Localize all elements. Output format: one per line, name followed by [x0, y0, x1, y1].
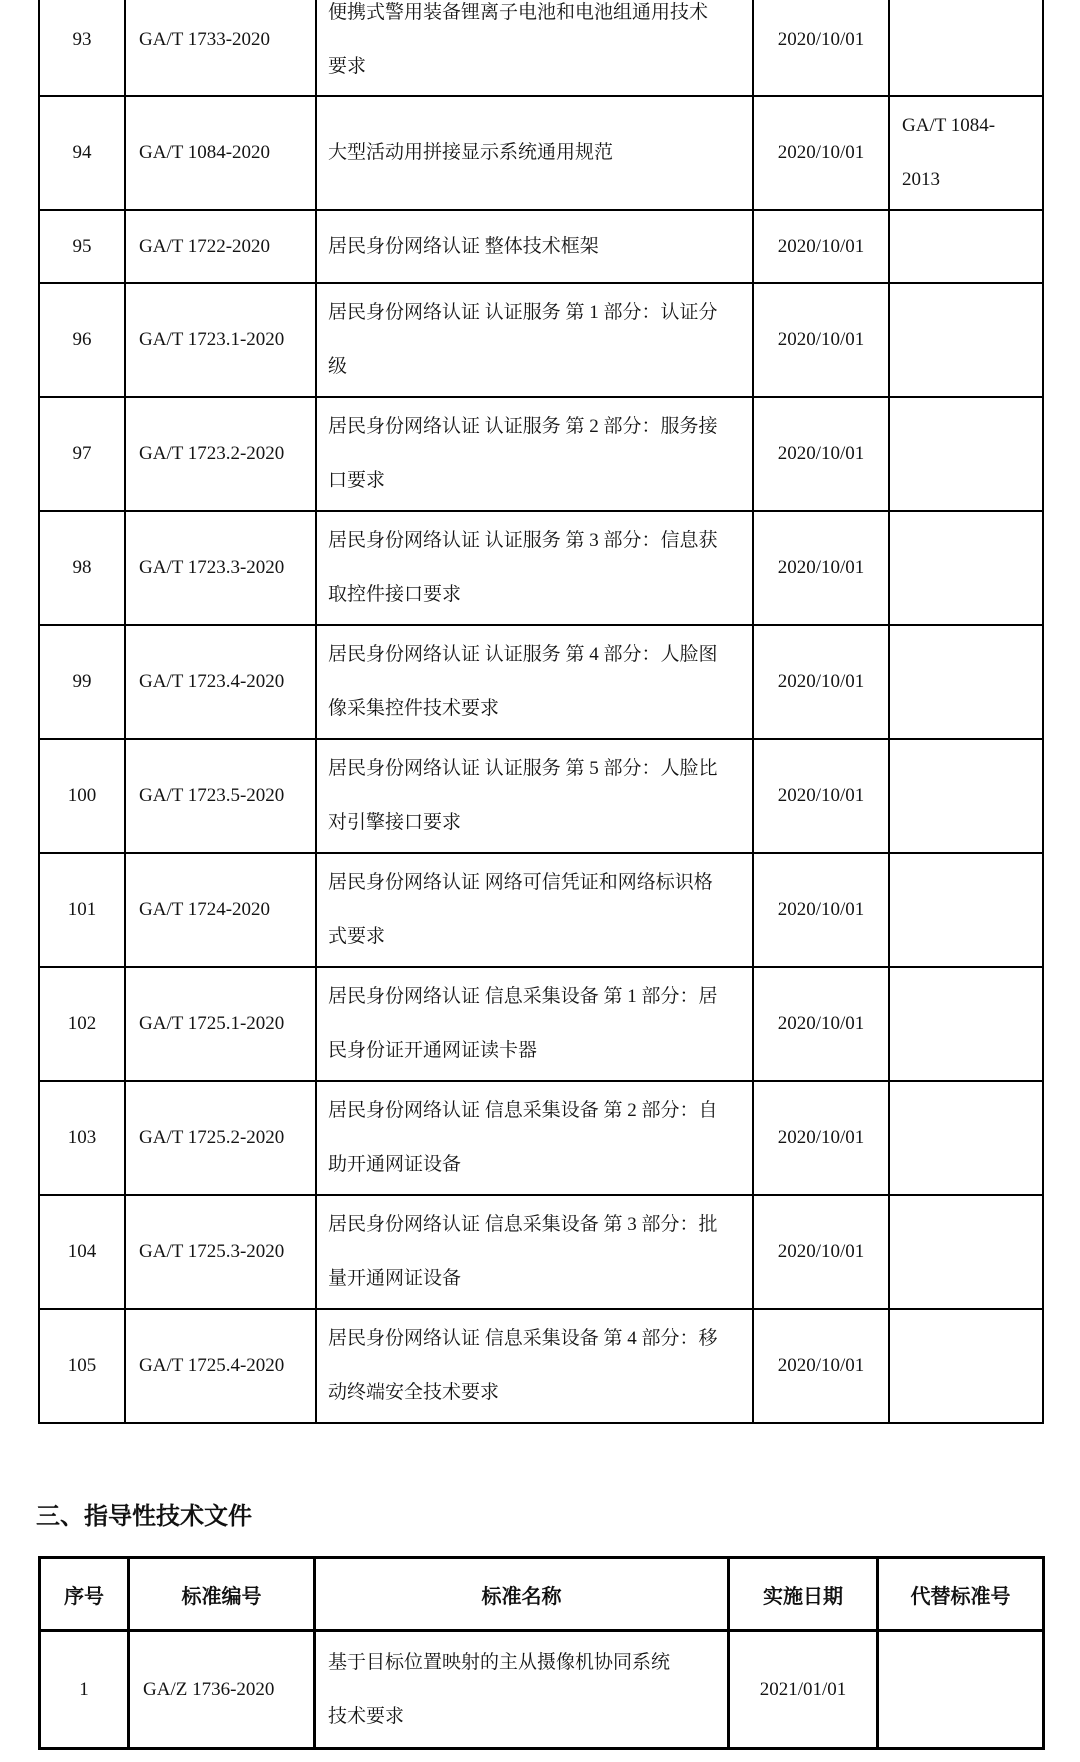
table-row: [39, 511, 1043, 625]
cell-implementation-date: 2020/10/01: [753, 96, 889, 210]
cell-implementation-date: 2020/10/01: [753, 1195, 889, 1309]
cell-standard-name: 居民身份网络认证 网络可信凭证和网络标识格式要求: [316, 853, 753, 967]
cell-standard-name: 居民身份网络认证 认证服务 第 2 部分：服务接口要求: [316, 397, 753, 511]
cell-standard-code: GA/T 1723.4-2020: [125, 625, 316, 739]
cell-standard-name: 基于目标位置映射的主从摄像机协同系统技术要求: [315, 1631, 729, 1749]
cell-serial-number: 93: [39, 0, 125, 96]
cell-replaced-standard: [889, 0, 1043, 96]
cell-implementation-date: 2020/10/01: [753, 511, 889, 625]
header-serial-number: 序号: [40, 1558, 129, 1631]
cell-standard-name: 居民身份网络认证 信息采集设备 第 2 部分：自助开通网证设备: [316, 1081, 753, 1195]
cell-implementation-date: 2020/10/01: [753, 283, 889, 397]
cell-replaced-standard: [878, 1631, 1044, 1749]
table-row: [39, 283, 1043, 397]
cell-standard-code: GA/T 1084-2020: [125, 96, 316, 210]
standards-table-body: [39, 0, 1043, 1423]
cell-serial-number: 101: [39, 853, 125, 967]
cell-replaced-standard: [889, 967, 1043, 1081]
cell-standard-name: 居民身份网络认证 认证服务 第 1 部分：认证分级: [316, 283, 753, 397]
cell-standard-code: GA/Z 1736-2020: [129, 1631, 315, 1749]
cell-standard-code: GA/T 1725.3-2020: [125, 1195, 316, 1309]
cell-standard-code: GA/T 1724-2020: [125, 853, 316, 967]
table-row: [39, 1309, 1043, 1423]
cell-standard-code: GA/T 1723.3-2020: [125, 511, 316, 625]
cell-replaced-standard: [889, 739, 1043, 853]
cell-replaced-standard: [889, 511, 1043, 625]
cell-standard-name: 大型活动用拼接显示系统通用规范: [316, 96, 753, 210]
standards-table: [38, 0, 1044, 1424]
table-row: [39, 739, 1043, 853]
table-row: [39, 0, 1043, 96]
cell-standard-name: 居民身份网络认证 信息采集设备 第 1 部分：居民身份证开通网证读卡器: [316, 967, 753, 1081]
cell-implementation-date: 2020/10/01: [753, 967, 889, 1081]
header-standard-name: 标准名称: [315, 1558, 729, 1631]
cell-standard-code: GA/T 1723.1-2020: [125, 283, 316, 397]
cell-serial-number: 95: [39, 210, 125, 283]
table-row: [40, 1631, 1044, 1749]
guiding-documents-table: [38, 1556, 1045, 1750]
cell-implementation-date: 2021/01/01: [729, 1631, 878, 1749]
cell-standard-code: GA/T 1733-2020: [125, 0, 316, 96]
table-row: [39, 1081, 1043, 1195]
cell-replaced-standard: [889, 853, 1043, 967]
header-standard-code: 标准编号: [129, 1558, 315, 1631]
cell-replaced-standard: GA/T 1084-2013: [889, 96, 1043, 210]
table-row: [39, 967, 1043, 1081]
table-row: [39, 96, 1043, 210]
table-row: [39, 625, 1043, 739]
cell-serial-number: 1: [40, 1631, 129, 1749]
cell-implementation-date: 2020/10/01: [753, 1309, 889, 1423]
cell-serial-number: 105: [39, 1309, 125, 1423]
cell-serial-number: 104: [39, 1195, 125, 1309]
cell-implementation-date: 2020/10/01: [753, 625, 889, 739]
cell-replaced-standard: [889, 283, 1043, 397]
cell-serial-number: 99: [39, 625, 125, 739]
table-row: [39, 210, 1043, 283]
cell-serial-number: 98: [39, 511, 125, 625]
cell-serial-number: 96: [39, 283, 125, 397]
cell-standard-code: GA/T 1725.4-2020: [125, 1309, 316, 1423]
cell-serial-number: 102: [39, 967, 125, 1081]
cell-implementation-date: 2020/10/01: [753, 1081, 889, 1195]
cell-replaced-standard: [889, 1081, 1043, 1195]
cell-serial-number: 94: [39, 96, 125, 210]
header-implementation-date: 实施日期: [729, 1558, 878, 1631]
cell-standard-code: GA/T 1723.2-2020: [125, 397, 316, 511]
cell-replaced-standard: [889, 1309, 1043, 1423]
standards-table-clip: [38, 0, 1048, 1424]
cell-standard-name: 居民身份网络认证 认证服务 第 3 部分：信息获取控件接口要求: [316, 511, 753, 625]
cell-standard-name: 居民身份网络认证 整体技术框架: [316, 210, 753, 283]
cell-implementation-date: 2020/10/01: [753, 210, 889, 283]
cell-implementation-date: 2020/10/01: [753, 739, 889, 853]
table-row: [39, 1195, 1043, 1309]
cell-standard-name: 居民身份网络认证 认证服务 第 4 部分：人脸图像采集控件技术要求: [316, 625, 753, 739]
cell-standard-name: 便携式警用装备锂离子电池和电池组通用技术要求: [316, 0, 753, 96]
cell-implementation-date: 2020/10/01: [753, 397, 889, 511]
cell-serial-number: 100: [39, 739, 125, 853]
cell-replaced-standard: [889, 1195, 1043, 1309]
cell-standard-code: GA/T 1725.1-2020: [125, 967, 316, 1081]
cell-standard-code: GA/T 1723.5-2020: [125, 739, 316, 853]
cell-standard-name: 居民身份网络认证 信息采集设备 第 3 部分：批量开通网证设备: [316, 1195, 753, 1309]
cell-implementation-date: 2020/10/01: [753, 853, 889, 967]
cell-standard-name: 居民身份网络认证 认证服务 第 5 部分：人脸比对引擎接口要求: [316, 739, 753, 853]
cell-replaced-standard: [889, 625, 1043, 739]
table-row: [39, 853, 1043, 967]
cell-standard-code: GA/T 1725.2-2020: [125, 1081, 316, 1195]
table-header-row: [40, 1558, 1044, 1631]
section-heading-guiding-technical-documents: 三、指导性技术文件: [36, 1503, 252, 1530]
cell-serial-number: 103: [39, 1081, 125, 1195]
cell-standard-code: GA/T 1722-2020: [125, 210, 316, 283]
guiding-documents-table-body: [40, 1631, 1044, 1749]
table-row: [39, 397, 1043, 511]
cell-replaced-standard: [889, 210, 1043, 283]
cell-serial-number: 97: [39, 397, 125, 511]
header-replaced-standard: 代替标准号: [878, 1558, 1044, 1631]
cell-standard-name: 居民身份网络认证 信息采集设备 第 4 部分：移动终端安全技术要求: [316, 1309, 753, 1423]
cell-implementation-date: 2020/10/01: [753, 0, 889, 96]
cell-replaced-standard: [889, 397, 1043, 511]
